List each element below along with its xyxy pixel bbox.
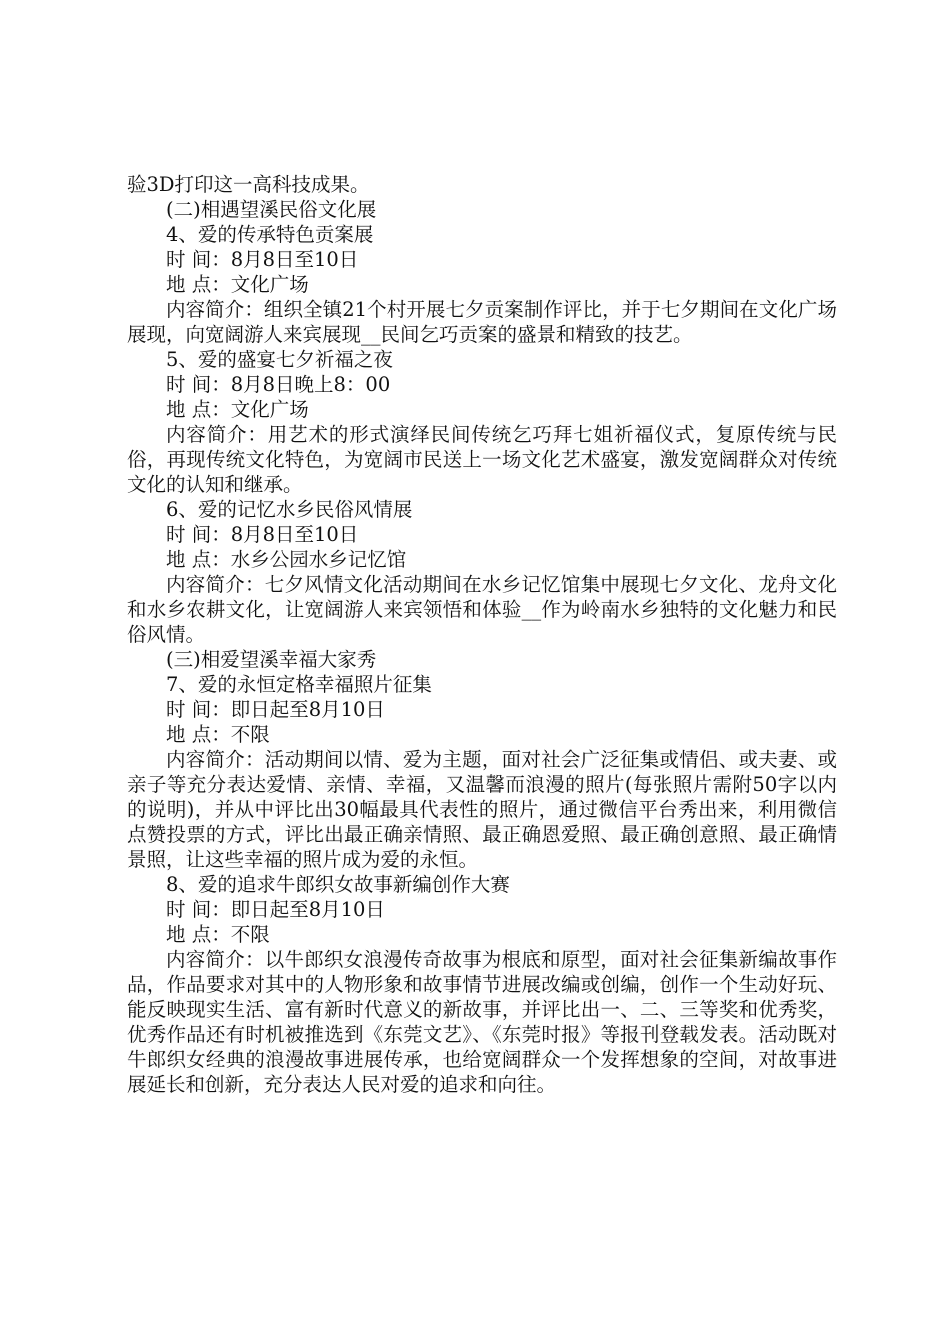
paragraph: (三)相爱望溪幸福大家秀	[166, 648, 377, 671]
paragraph: 内容简介：活动期间以情、爱为主题，面对社会广泛征集或情侣、或夫妻、或亲子等充分表达爱情、亲情、幸福，又温馨而浪漫的照片(每张照片需附50字以内的说明)，并从中评比出30幅最具代表性的照片，通过微信平台秀出来，利用微信点赞投票的方式，评比出最正确亲情照、最正确恩爱照、最正确创意照、最正确情景照，让这些幸福的照片成为爱的永恒。	[127, 748, 837, 871]
paragraph: 6、爱的记忆水乡民俗风情展	[166, 498, 413, 521]
document-body	[127, 172, 837, 1097]
paragraph: 时 间：即日起至8月10日	[166, 898, 385, 921]
paragraph: 时 间：即日起至8月10日	[166, 698, 385, 721]
paragraph: 时 间：8月8日至10日	[166, 248, 359, 271]
paragraph: 内容简介：以牛郎织女浪漫传奇故事为根底和原型，面对社会征集新编故事作品，作品要求对其中的人物形象和故事情节进展改编或创编，创作一个生动好玩、能反映现实生活、富有新时代意义的新故事，并评比出一、二、三等奖和优秀奖，优秀作品还有时机被推选到《东莞文艺》、《东莞时报》等报刊登载发表。活动既对牛郎织女经典的浪漫故事进展传承，也给宽阔群众一个发挥想象的空间，对故事进展延长和创新，充分表达人民对爱的追求和向往。	[127, 948, 837, 1096]
paragraph: 时 间：8月8日至10日	[166, 523, 359, 546]
paragraph: 地 点：不限	[166, 723, 270, 746]
paragraph: 地 点：水乡公园水乡记忆馆	[166, 548, 407, 571]
paragraph: 内容简介：组织全镇21个村开展七夕贡案制作评比，并于七夕期间在文化广场展现，向宽阔游人来宾展现__民间乞巧贡案的盛景和精致的技艺。	[127, 298, 837, 346]
paragraph: (二)相遇望溪民俗文化展	[166, 198, 377, 221]
paragraph: 时 间：8月8日晚上8：00	[166, 373, 391, 396]
paragraph: 地 点：文化广场	[166, 273, 309, 296]
paragraph: 地 点：不限	[166, 923, 270, 946]
paragraph: 8、爱的追求牛郎织女故事新编创作大赛	[166, 873, 510, 896]
paragraph: 7、爱的永恒定格幸福照片征集	[166, 673, 432, 696]
paragraph: 4、爱的传承特色贡案展	[166, 223, 374, 246]
paragraph: 内容简介：七夕风情文化活动期间在水乡记忆馆集中展现七夕文化、龙舟文化和水乡农耕文化，让宽阔游人来宾领悟和体验__作为岭南水乡独特的文化魅力和民俗风情。	[127, 573, 837, 646]
paragraph: 5、爱的盛宴七夕祈福之夜	[166, 348, 393, 371]
paragraph: 地 点：文化广场	[166, 398, 309, 421]
paragraph: 内容简介：用艺术的形式演绎民间传统乞巧拜七姐祈福仪式，复原传统与民俗，再现传统文化特色，为宽阔市民送上一场文化艺术盛宴，激发宽阔群众对传统文化的认知和继承。	[127, 423, 837, 496]
paragraph: 验3D打印这一高科技成果。	[127, 173, 370, 196]
